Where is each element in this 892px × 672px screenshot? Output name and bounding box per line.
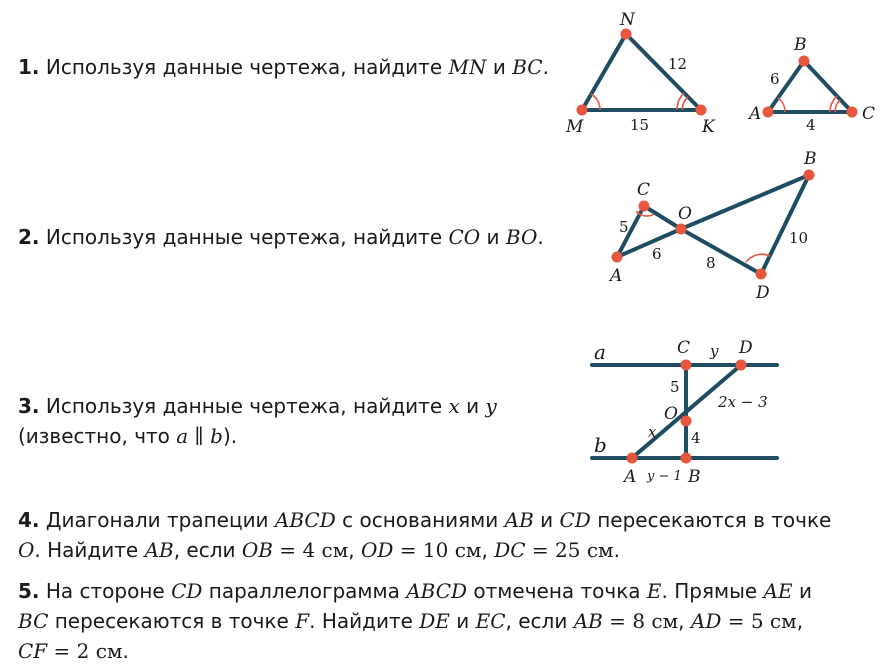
angle-mark-m — [591, 94, 600, 110]
label-o: O — [664, 404, 678, 424]
point-d — [736, 360, 747, 371]
label-a: A — [624, 467, 637, 487]
point-b — [799, 56, 810, 67]
label-m: M — [566, 117, 584, 137]
segment-co — [644, 206, 681, 229]
problem-5-line-2: BC пересекаются в точке F. Найдите DE и EC, если AB = 8 см, AD = 5 см, — [18, 609, 804, 633]
label-bd-length: 10 — [789, 229, 809, 247]
label-k: K — [702, 117, 715, 137]
label-a: A — [749, 104, 762, 124]
problem-5-line-3: CF = 2 см. — [18, 639, 129, 663]
point-a — [763, 107, 774, 118]
problem-number: 3. — [18, 394, 40, 418]
label-d: D — [756, 283, 770, 303]
label-ab-length: 6 — [770, 70, 780, 88]
problem-number: 2. — [18, 225, 40, 249]
label-b: B — [688, 467, 701, 487]
point-b — [804, 170, 815, 181]
label-c: C — [862, 104, 876, 124]
label-o: O — [678, 204, 692, 224]
figure-1 — [565, 10, 875, 137]
label-od-length: 8 — [706, 254, 716, 272]
segment-nk — [626, 34, 701, 110]
label-a: A — [610, 266, 623, 286]
label-d: D — [739, 338, 753, 358]
label-ac-length: 5 — [619, 218, 629, 236]
problem-2: 2. Используя данные чертежа, найдите CO и BO. — [18, 225, 544, 249]
point-a — [627, 453, 638, 464]
point-m — [577, 105, 588, 116]
triangle-abc — [747, 35, 875, 134]
point-c — [639, 201, 650, 212]
point-c — [847, 107, 858, 118]
label-b: B — [794, 35, 807, 55]
point-c — [681, 360, 692, 371]
segment-bc — [804, 61, 852, 112]
label-n: N — [620, 10, 635, 30]
label-ab-length: y − 1 — [647, 469, 682, 484]
problem-4-line-1: 4. Диагонали трапеции ABCD с основаниями AB и CD пересекаются в точке — [18, 508, 832, 532]
figure-2 — [608, 149, 817, 303]
point-o — [676, 224, 687, 235]
label-ob-length: 4 — [691, 429, 701, 447]
label-mk-length: 15 — [630, 116, 650, 134]
label-ao-length: x — [648, 423, 657, 441]
segment-bd — [761, 175, 809, 274]
point-o — [681, 416, 692, 427]
label-cd-length: y — [710, 342, 719, 360]
problem-3-line-2: (известно, что a ∥ b). — [18, 424, 238, 448]
problem-number: 4. — [18, 508, 40, 532]
angle-mark-a — [778, 98, 785, 112]
label-c: C — [637, 180, 651, 200]
segment-ob — [681, 175, 809, 229]
problem-3-line-1: 3. Используя данные чертежа, найдите x и y — [18, 394, 497, 418]
figure-3 — [592, 338, 777, 487]
label-od-length: 2x − 3 — [718, 393, 768, 411]
label-ac-length: 4 — [806, 116, 816, 134]
point-d — [756, 269, 767, 280]
triangle-mnk — [565, 10, 716, 137]
problem-5-line-1: 5. На стороне CD параллелограмма ABCD отмечена точка E. Прямые AE и — [18, 579, 812, 603]
point-a — [612, 252, 623, 263]
label-b: B — [804, 149, 817, 169]
point-n — [621, 29, 632, 40]
point-b — [681, 453, 692, 464]
label-line-b: b — [594, 433, 607, 457]
problem-number: 1. — [18, 55, 40, 79]
label-nk-length: 12 — [668, 55, 688, 73]
label-co-length: 5 — [670, 378, 680, 396]
label-c: C — [677, 338, 691, 358]
problem-1: 1. Используя данные чертежа, найдите MN и BC. — [18, 55, 549, 79]
problem-4-line-2: O. Найдите AB, если OB = 4 см, OD = 10 см, DC = 25 см. — [18, 538, 620, 562]
point-k — [696, 105, 707, 116]
segment-od — [681, 229, 761, 274]
segment-mn — [582, 34, 626, 110]
problem-number: 5. — [18, 579, 40, 603]
label-ao-length: 6 — [652, 245, 662, 263]
label-line-a: a — [594, 340, 606, 364]
